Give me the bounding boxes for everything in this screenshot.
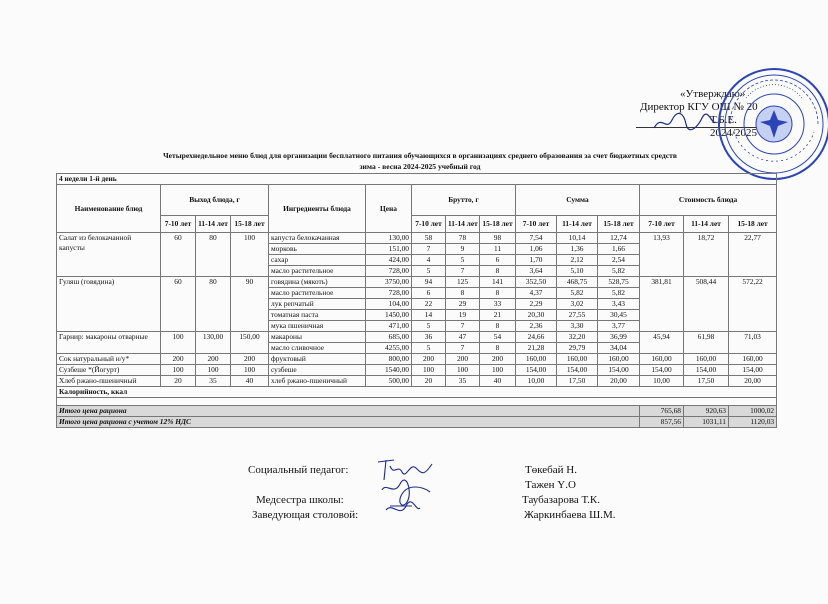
ingredient-brutto: 98 [480, 233, 516, 244]
dish-cost: 508,44 [684, 277, 729, 332]
ingredient-sum: 10,14 [557, 233, 598, 244]
signature-role-social: Социальный педагог: [248, 464, 349, 476]
total-value: 765,68 [640, 406, 684, 417]
ingredient-brutto: 8 [480, 266, 516, 277]
dish-output: 200 [196, 354, 231, 365]
calories-label: Калорийность, ккал [57, 387, 777, 398]
ingredient-name: хлеб ржано-пшеничный [269, 376, 366, 387]
ingredient-brutto: 100 [480, 365, 516, 376]
ingredient-brutto: 8 [480, 343, 516, 354]
ingredient-brutto: 200 [446, 354, 480, 365]
total-label: Итого цена рациона [57, 406, 640, 417]
ingredient-name: капуста белокачанная [269, 233, 366, 244]
dish-output: 40 [231, 376, 269, 387]
ingredient-sum: 21,28 [516, 343, 557, 354]
dish-cost: 17,50 [684, 376, 729, 387]
ingredient-price: 1540,00 [366, 365, 412, 376]
ingredient-brutto: 8 [446, 288, 480, 299]
dish-output: 100 [231, 365, 269, 376]
ingredient-brutto: 7 [412, 244, 446, 255]
ingredient-sum: 7,54 [516, 233, 557, 244]
menu-table [56, 173, 777, 428]
ingredient-brutto: 8 [480, 321, 516, 332]
ingredient-brutto: 5 [412, 266, 446, 277]
ingredient-name: фруктовый [269, 354, 366, 365]
spacer-cell [57, 398, 777, 406]
dish-output: 100 [161, 365, 196, 376]
dish-output: 90 [231, 277, 269, 332]
ingredient-brutto: 6 [412, 288, 446, 299]
spacer-row [57, 398, 777, 406]
ingredient-sum: 3,30 [557, 321, 598, 332]
ingredient-sum: 1,70 [516, 255, 557, 266]
ingredient-sum: 30,45 [598, 310, 640, 321]
dish-output: 200 [161, 354, 196, 365]
ingredient-sum: 20,00 [598, 376, 640, 387]
dish-cost: 71,03 [729, 332, 777, 354]
official-seal-image [716, 66, 828, 182]
approval-line-1: «Утверждаю» [680, 88, 746, 100]
ingredient-row [57, 233, 777, 244]
ingredient-price: 800,00 [366, 354, 412, 365]
ingredient-brutto: 14 [412, 310, 446, 321]
menu-title [150, 150, 690, 172]
total-value: 920,63 [684, 406, 729, 417]
ingredient-sum: 2,12 [557, 255, 598, 266]
header-age: 7-10 лет [516, 216, 557, 233]
total-value: 1000,02 [729, 406, 777, 417]
ingredient-name: масло растительное [269, 266, 366, 277]
ingredient-brutto: 100 [446, 365, 480, 376]
ingredient-brutto: 94 [412, 277, 446, 288]
dish-output: 35 [196, 376, 231, 387]
header-row-1 [57, 185, 777, 216]
ingredient-brutto: 22 [412, 299, 446, 310]
ingredient-sum: 3,43 [598, 299, 640, 310]
dish-cost: 18,72 [684, 233, 729, 277]
ingredient-brutto: 36 [412, 332, 446, 343]
ingredient-row [57, 365, 777, 376]
header-age: 7-10 лет [412, 216, 446, 233]
ingredient-sum: 3,02 [557, 299, 598, 310]
signature-name-canteen: Жаркинбаева Ш.М. [524, 509, 616, 521]
ingredient-sum: 3,77 [598, 321, 640, 332]
header-age: 11-14 лет [684, 216, 729, 233]
ingredient-sum: 2,36 [516, 321, 557, 332]
header-ingredients: Ингредиенты блюда [269, 185, 366, 233]
ingredient-sum: 12,74 [598, 233, 640, 244]
signature-scribble-icon [372, 456, 442, 526]
ingredient-sum: 1,36 [557, 244, 598, 255]
ingredient-brutto: 200 [480, 354, 516, 365]
ingredient-sum: 17,50 [557, 376, 598, 387]
total-row [57, 406, 777, 417]
ingredient-brutto: 20 [412, 376, 446, 387]
ingredient-brutto: 21 [480, 310, 516, 321]
ingredient-price: 3750,00 [366, 277, 412, 288]
ingredient-price: 151,00 [366, 244, 412, 255]
header-age: 15-18 лет [480, 216, 516, 233]
ingredient-brutto: 33 [480, 299, 516, 310]
ingredient-name: говядина (мякоть) [269, 277, 366, 288]
ingredient-name: сузбеше [269, 365, 366, 376]
dish-output: 80 [196, 277, 231, 332]
ingredient-sum: 2,29 [516, 299, 557, 310]
ingredient-name: мука пшеничная [269, 321, 366, 332]
ingredient-price: 4255,00 [366, 343, 412, 354]
ingredient-price: 728,00 [366, 288, 412, 299]
dish-output: 200 [231, 354, 269, 365]
dish-output: 100 [161, 332, 196, 354]
ingredient-price: 130,00 [366, 233, 412, 244]
ingredient-sum: 160,00 [598, 354, 640, 365]
ingredient-price: 1450,00 [366, 310, 412, 321]
total-vat-label: Итого цена рациона с учетом 12% НДС [57, 417, 640, 428]
dish-cost: 20,00 [729, 376, 777, 387]
header-dish-name: Наименование блюд [57, 185, 161, 233]
ingredient-sum: 27,55 [557, 310, 598, 321]
ingredient-brutto: 5 [412, 343, 446, 354]
ingredient-brutto: 8 [480, 288, 516, 299]
ingredient-sum: 154,00 [598, 365, 640, 376]
ingredient-price: 728,00 [366, 266, 412, 277]
ingredient-sum: 36,99 [598, 332, 640, 343]
ingredient-brutto: 7 [446, 321, 480, 332]
dish-output: 80 [196, 233, 231, 277]
ingredient-sum: 5,82 [598, 266, 640, 277]
ingredient-sum: 3,64 [516, 266, 557, 277]
header-age: 11-14 лет [446, 216, 480, 233]
ingredient-sum: 10,00 [516, 376, 557, 387]
approval-line-2: Директор КГУ ОШ № 20 [640, 101, 758, 113]
header-cost: Стоимость блюда [640, 185, 777, 216]
ingredient-sum: 5,82 [598, 288, 640, 299]
dish-cost: 13,93 [640, 233, 684, 277]
header-age: 15-18 лет [231, 216, 269, 233]
ingredient-brutto: 47 [446, 332, 480, 343]
ingredient-name: томатная паста [269, 310, 366, 321]
total-vat-row [57, 417, 777, 428]
ingredient-price: 104,00 [366, 299, 412, 310]
ingredient-brutto: 100 [412, 365, 446, 376]
approval-line-4: 2024/2025 [710, 127, 758, 139]
ingredient-row [57, 277, 777, 288]
header-age: 7-10 лет [640, 216, 684, 233]
header-row-2 [57, 216, 777, 233]
ingredient-sum: 32,20 [557, 332, 598, 343]
dish-cost: 381,81 [640, 277, 684, 332]
ingredient-brutto: 7 [446, 343, 480, 354]
dish-name: Гарнир: макароны отварные [57, 332, 161, 354]
total-vat-value: 1031,11 [684, 417, 729, 428]
ingredient-sum: 5,82 [557, 288, 598, 299]
header-age: 11-14 лет [557, 216, 598, 233]
total-vat-value: 857,56 [640, 417, 684, 428]
dish-cost: 572,22 [729, 277, 777, 332]
ingredient-sum: 468,75 [557, 277, 598, 288]
dish-output: 20 [161, 376, 196, 387]
dish-cost: 45,94 [640, 332, 684, 354]
header-price: Цена [366, 185, 412, 233]
dish-name: Гуляш (говядина) [57, 277, 161, 332]
dish-cost: 10,00 [640, 376, 684, 387]
week-day-label: 4 недели 1-й день [57, 174, 777, 185]
dish-cost: 22,77 [729, 233, 777, 277]
menu-title-line-2: зима - весна 2024-2025 учебный год [359, 162, 481, 171]
dish-output: 100 [196, 365, 231, 376]
ingredient-name: сахар [269, 255, 366, 266]
ingredient-name: макароны [269, 332, 366, 343]
ingredient-brutto: 200 [412, 354, 446, 365]
ingredient-brutto: 78 [446, 233, 480, 244]
ingredient-brutto: 5 [446, 255, 480, 266]
ingredient-sum: 154,00 [557, 365, 598, 376]
ingredient-sum: 1,66 [598, 244, 640, 255]
ingredient-sum: 24,66 [516, 332, 557, 343]
ingredient-brutto: 54 [480, 332, 516, 343]
dish-cost: 160,00 [640, 354, 684, 365]
ingredient-sum: 160,00 [516, 354, 557, 365]
ingredient-name: масло сливочное [269, 343, 366, 354]
header-age: 15-18 лет [598, 216, 640, 233]
dish-output: 100 [231, 233, 269, 277]
ingredient-row [57, 354, 777, 365]
total-vat-value: 1120,03 [729, 417, 777, 428]
ingredient-row [57, 332, 777, 343]
dish-name: Сок натуральный н/у* [57, 354, 161, 365]
ingredient-brutto: 141 [480, 277, 516, 288]
ingredient-sum: 34,04 [598, 343, 640, 354]
ingredient-brutto: 11 [480, 244, 516, 255]
header-age: 7-10 лет [161, 216, 196, 233]
ingredient-brutto: 125 [446, 277, 480, 288]
ingredient-sum: 5,10 [557, 266, 598, 277]
ingredient-sum: 20,30 [516, 310, 557, 321]
header-age: 15-18 лет [729, 216, 777, 233]
ingredient-price: 500,00 [366, 376, 412, 387]
ingredient-brutto: 35 [446, 376, 480, 387]
signature-name-social: Төкебай Н. [525, 464, 577, 476]
signature-role-canteen: Заведующая столовой: [252, 509, 359, 521]
ingredient-brutto: 6 [480, 255, 516, 266]
dish-cost: 154,00 [729, 365, 777, 376]
dish-name: Салат из белокачанной капусты [57, 233, 161, 277]
ingredient-sum: 2,54 [598, 255, 640, 266]
dish-cost: 160,00 [684, 354, 729, 365]
dish-cost: 154,00 [640, 365, 684, 376]
dish-output: 150,00 [231, 332, 269, 354]
dish-cost: 61,98 [684, 332, 729, 354]
calories-row [57, 387, 777, 398]
header-output: Выход блюда, г [161, 185, 269, 216]
dish-cost: 154,00 [684, 365, 729, 376]
ingredient-sum: 1,06 [516, 244, 557, 255]
ingredient-sum: 154,00 [516, 365, 557, 376]
ingredient-price: 471,00 [366, 321, 412, 332]
ingredient-brutto: 58 [412, 233, 446, 244]
dish-output: 130,00 [196, 332, 231, 354]
ingredient-sum: 528,75 [598, 277, 640, 288]
ingredient-sum: 160,00 [557, 354, 598, 365]
dish-output: 60 [161, 233, 196, 277]
ingredient-brutto: 40 [480, 376, 516, 387]
dish-output: 60 [161, 277, 196, 332]
week-day-row [57, 174, 777, 185]
ingredient-name: морковь [269, 244, 366, 255]
signature-role-nurse: Медсестра школы: [256, 494, 344, 506]
ingredient-brutto: 4 [412, 255, 446, 266]
ingredient-brutto: 19 [446, 310, 480, 321]
ingredient-sum: 29,79 [557, 343, 598, 354]
header-age: 11-14 лет [196, 216, 231, 233]
ingredient-name: лук репчатый [269, 299, 366, 310]
ingredient-brutto: 7 [446, 266, 480, 277]
ingredient-brutto: 5 [412, 321, 446, 332]
signature-name-social-2: Тажен Ү.О [525, 479, 576, 491]
ingredient-brutto: 9 [446, 244, 480, 255]
ingredient-price: 685,00 [366, 332, 412, 343]
ingredient-row [57, 376, 777, 387]
ingredient-sum: 352,50 [516, 277, 557, 288]
header-sum: Сумма [516, 185, 640, 216]
approval-line-3: Т.Б.Е. [710, 114, 737, 126]
ingredient-name: масло растительное [269, 288, 366, 299]
ingredient-price: 424,00 [366, 255, 412, 266]
dish-name: Сузбеше *(Йогурт) [57, 365, 161, 376]
menu-title-line-1: Четырехнедельное меню блюд для организации бесплатного питания обучающихся в организациях среднего образования за счет бюджетных средств [163, 151, 677, 160]
ingredient-sum: 4,37 [516, 288, 557, 299]
signature-name-nurse: Таубазарова Т.К. [522, 494, 600, 506]
ingredient-brutto: 29 [446, 299, 480, 310]
dish-cost: 160,00 [729, 354, 777, 365]
dish-name: Хлеб ржано-пшеничный [57, 376, 161, 387]
director-signature-image [650, 110, 720, 134]
header-brutto: Брутто, г [412, 185, 516, 216]
